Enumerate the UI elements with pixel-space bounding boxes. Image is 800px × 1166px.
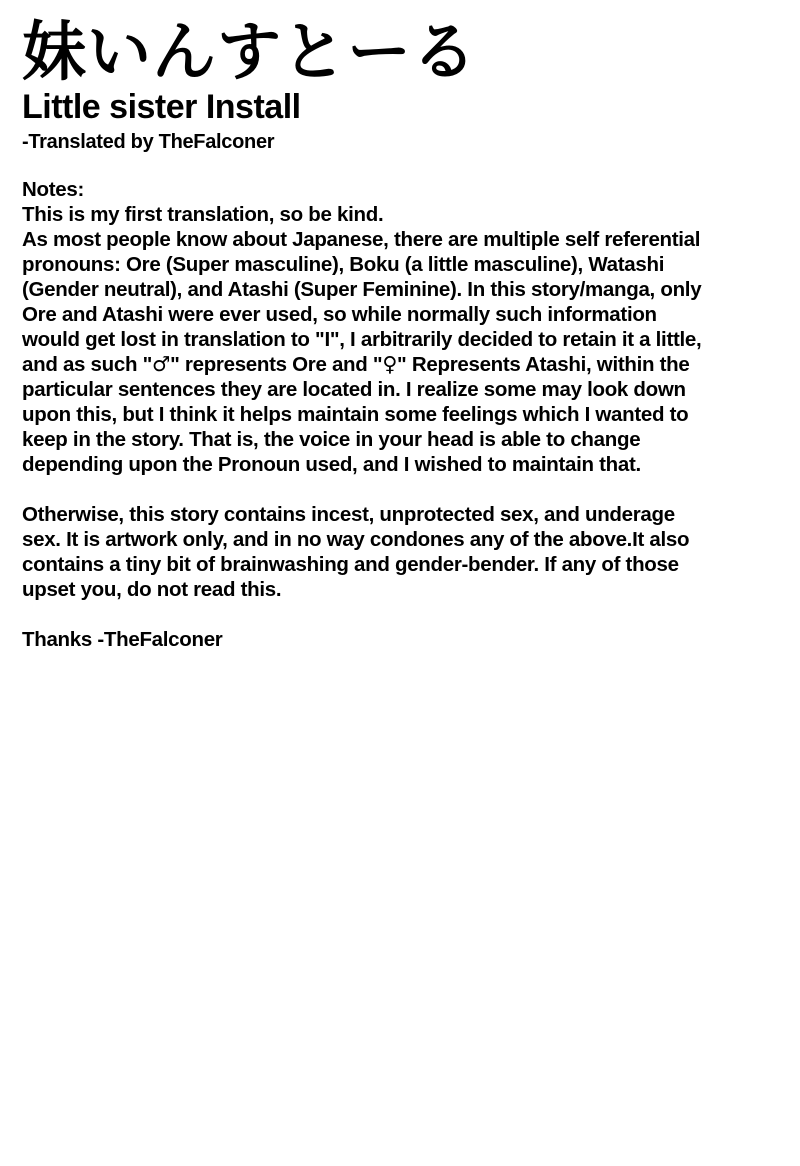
gender-symbol-icon: ♀ [382,352,398,376]
translator-notes [22,177,780,652]
title-english: Little sister Install [22,88,301,126]
text-line: As most people know about Japanese, there are multiple self referential [22,228,701,251]
blank-line [22,602,780,627]
text-line: keep in the story. That is, the voice in your head is able to change [22,428,641,451]
thanks-line: Thanks -TheFalconer [22,628,223,651]
text-line: Notes: [22,178,84,201]
translator-credit: -Translated by TheFalconer [22,131,275,153]
text-line: upset you, do not read this. [22,578,282,601]
gender-symbol-icon: ♂ [152,352,171,376]
text-line: would get lost in translation to "I", I arbitrarily decided to retain it a little, [22,328,702,351]
title-japanese: 妹いんすとーる [22,16,477,88]
text-line: (Gender neutral), and Atashi (Super Feminine). In this story/manga, only [22,278,702,301]
text-line: pronouns: Ore (Super masculine), Boku (a little masculine), Watashi [22,253,665,276]
text-line: contains a tiny bit of brainwashing and gender-bender. If any of those [22,553,679,576]
text-line: and as such "♂" represents Ore and "♀" Represents Atashi, within the [22,352,690,376]
blank-line [22,477,780,502]
text-line: sex. It is artwork only, and in no way condones any of the above.It also [22,528,690,551]
text-line: depending upon the Pronoun used, and I wished to maintain that. [22,453,641,476]
text-line: Ore and Atashi were ever used, so while normally such information [22,303,657,326]
text-line: Otherwise, this story contains incest, unprotected sex, and underage [22,503,675,526]
text-line: particular sentences they are located in. I realize some may look down [22,378,686,401]
text-line: upon this, but I think it helps maintain some feelings which I wanted to [22,403,689,426]
text-line: This is my first translation, so be kind. [22,203,384,226]
